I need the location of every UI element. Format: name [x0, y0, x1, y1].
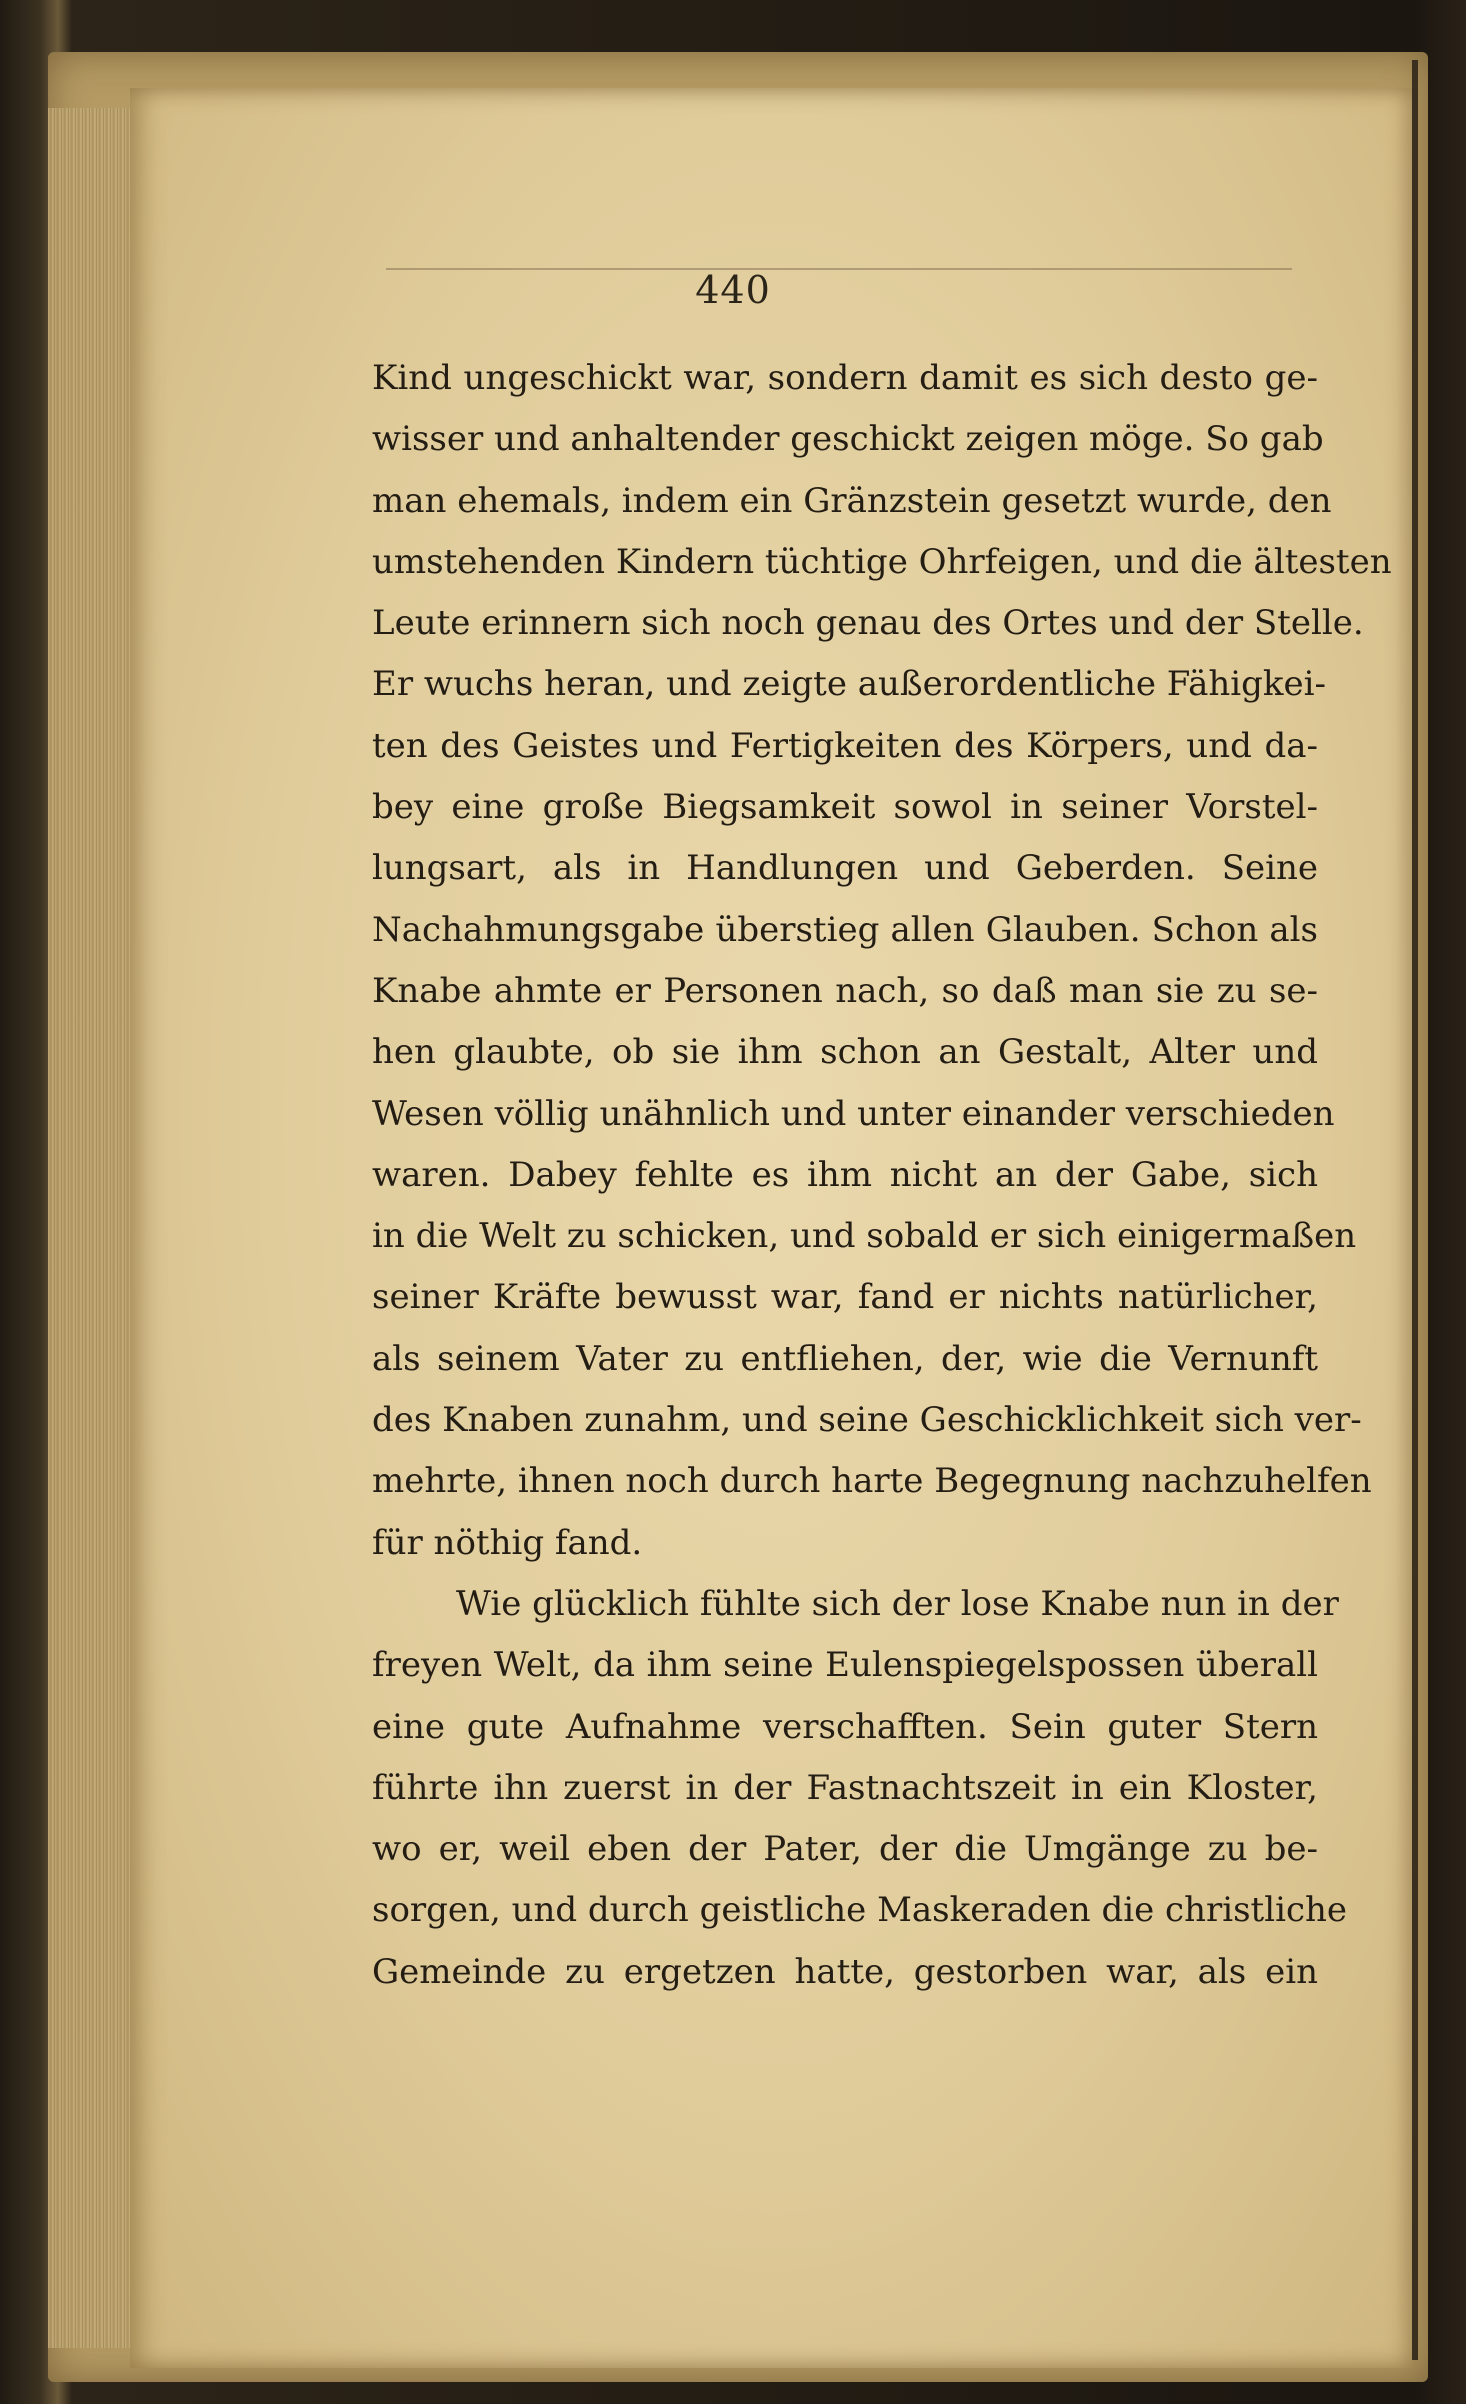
text-line: wisser und anhaltender geschickt zeigen möge. So gab: [372, 419, 1324, 460]
text-line: freyen Welt, da ihm seine Eulenspiegelspossen überall: [372, 1645, 1318, 1686]
page-edges: [48, 108, 138, 2348]
text-line: in die Welt zu schicken, und sobald er sich einigermaßen: [372, 1216, 1357, 1257]
text-line: wo er, weil eben der Pater, der die Umgänge zu be-: [372, 1829, 1318, 1870]
text-line: des Knaben zunahm, und seine Geschicklichkeit sich ver-: [372, 1400, 1362, 1441]
body-text: [372, 348, 1392, 2003]
text-line: Er wuchs heran, und zeigte außerordentliche Fähigkei-: [372, 664, 1326, 705]
text-line: seiner Kräfte bewusst war, fand er nichts natürlicher,: [372, 1277, 1318, 1318]
paragraph-1: [372, 348, 1392, 1574]
text-line: sorgen, und durch geistliche Maskeraden die christliche: [372, 1890, 1348, 1931]
text-line: ten des Geistes und Fertigkeiten des Körpers, und da-: [372, 725, 1318, 766]
text-line: bey eine große Biegsamkeit sowol in seiner Vorstel-: [372, 787, 1318, 828]
text-line: Leute erinnern sich noch genau des Ortes und der Stelle.: [372, 603, 1364, 644]
text-line: Nachahmungsgabe überstieg allen Glauben. Schon als: [372, 909, 1318, 950]
text-line: hen glaubte, ob sie ihm schon an Gestalt, Alter und: [372, 1032, 1318, 1073]
text-line: Kind ungeschickt war, sondern damit es sich desto ge-: [372, 358, 1318, 398]
text-line: waren. Dabey fehlte es ihm nicht an der Gabe, sich: [372, 1154, 1318, 1195]
text-line: man ehemals, indem ein Gränzstein gesetzt wurde, den: [372, 480, 1332, 521]
page-number: 440: [695, 268, 771, 312]
text-line: führte ihn zuerst in der Fastnachtszeit in ein Kloster,: [372, 1767, 1318, 1808]
text-line: für nöthig fand.: [372, 1522, 643, 1563]
binding-edge: [1412, 60, 1418, 2360]
text-line: mehrte, ihnen noch durch harte Begegnung nachzuhelfen: [372, 1461, 1372, 1502]
text-line: als seinem Vater zu entfliehen, der, wie die Vernunft: [372, 1338, 1318, 1379]
text-line: lungsart, als in Handlungen und Geberden. Seine: [372, 848, 1318, 889]
paragraph-2: [372, 1574, 1348, 2003]
text-line: eine gute Aufnahme verschafften. Sein guter Stern: [372, 1706, 1318, 1747]
text-line: umstehenden Kindern tüchtige Ohrfeigen, und die ältesten: [372, 541, 1392, 582]
text-line: Wesen völlig unähnlich und unter einander verschieden: [372, 1093, 1335, 1134]
text-line: Gemeinde zu ergetzen hatte, gestorben war, als ein: [372, 1951, 1318, 1992]
text-line: Wie glücklich fühlte sich der lose Knabe nun in der: [456, 1583, 1339, 1624]
text-line: Knabe ahmte er Personen nach, so daß man sie zu se-: [372, 970, 1318, 1011]
